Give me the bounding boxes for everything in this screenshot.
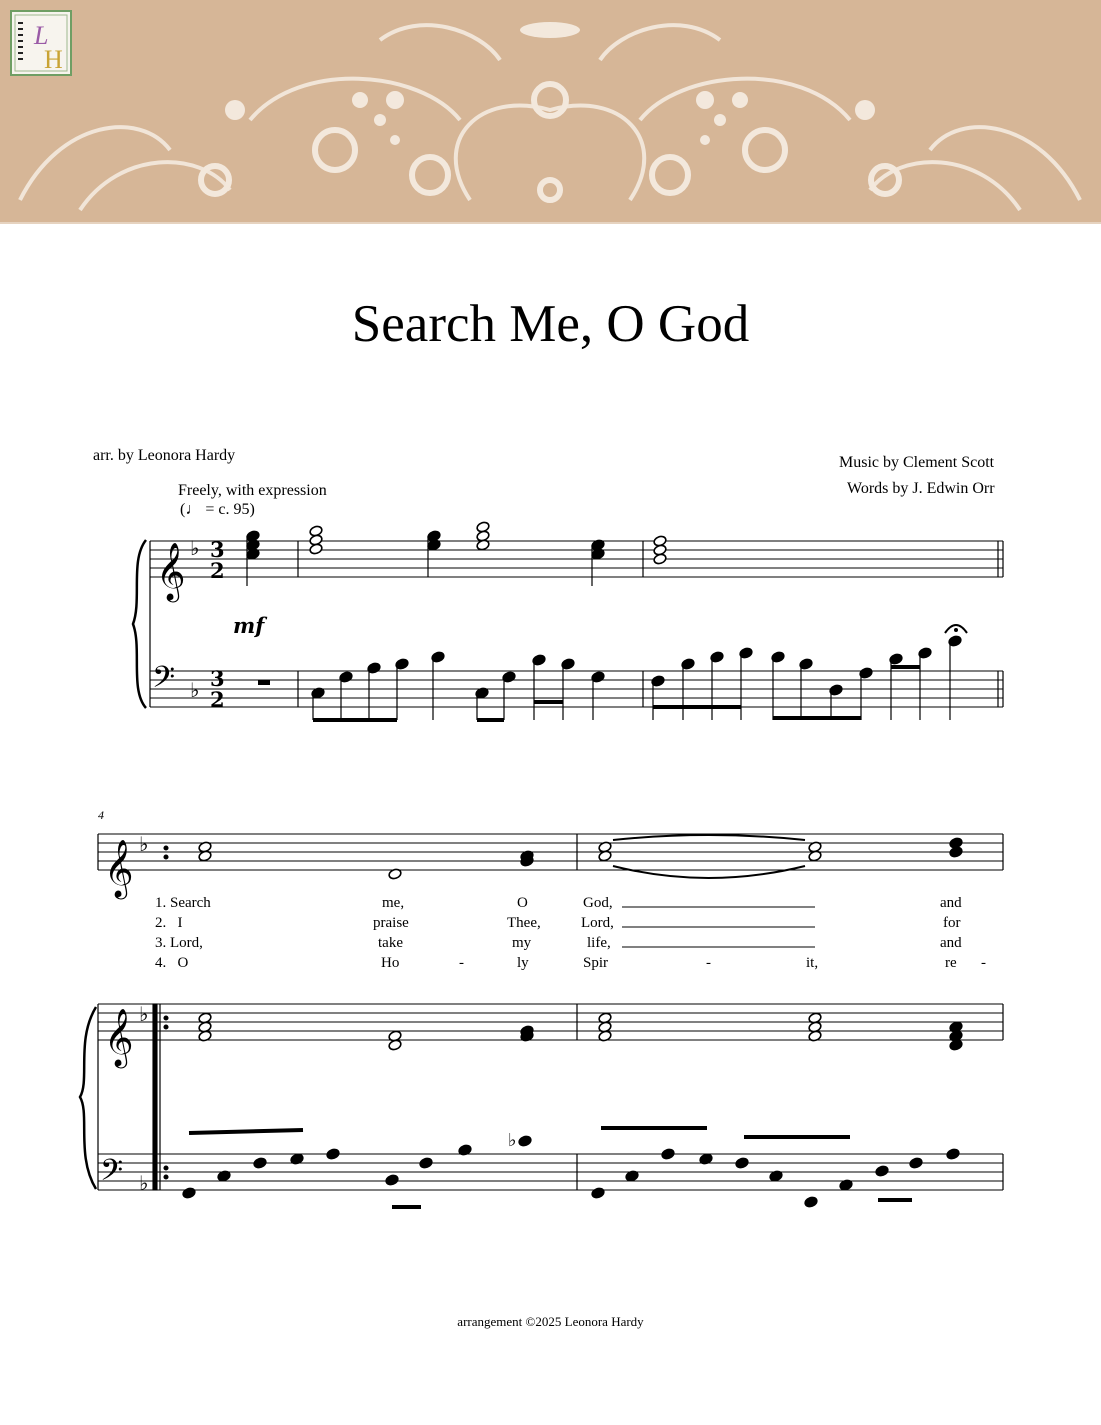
time-signature-top: 3 — [210, 666, 225, 691]
half-rest — [258, 680, 270, 685]
repeat-barline — [153, 1004, 157, 1190]
notehead — [419, 1157, 433, 1169]
flat-icon: ♭ — [190, 678, 200, 702]
dynamic-marking: mf — [233, 613, 265, 638]
treble-clef-icon: 𝄞 — [156, 542, 186, 600]
notes — [182, 521, 967, 1208]
lyric-syllable: for — [943, 915, 961, 931]
notehead — [326, 1148, 340, 1160]
notehead — [518, 1135, 532, 1147]
repeat-dot — [164, 1016, 168, 1020]
composer-credit: Music by Clement Scott — [839, 454, 995, 471]
flat-icon: ♭ — [508, 1130, 517, 1151]
lyric-syllable: Lord, — [581, 915, 614, 931]
beam — [189, 1130, 303, 1133]
lyric-syllable: 4. O — [155, 955, 189, 971]
lyric-syllable: ly — [517, 955, 529, 971]
lyric-syllable: it, — [806, 955, 819, 971]
notehead — [385, 1174, 399, 1186]
time-signature-bottom: 2 — [210, 558, 225, 583]
page-title: Search Me, O God — [351, 295, 750, 353]
tie — [613, 835, 805, 840]
notehead — [661, 1148, 675, 1160]
lyric-syllable: re — [945, 955, 957, 971]
lyric-syllable: - — [459, 955, 464, 971]
time-signature-bottom: 2 — [210, 687, 225, 712]
bass-clef-icon: 𝄢 — [100, 1154, 124, 1195]
notehead — [591, 1187, 605, 1199]
logo-letter-l: L — [34, 21, 49, 50]
lyric-syllable: Spir — [583, 955, 609, 971]
repeat-dot — [164, 1175, 168, 1179]
treble-clef-icon: 𝄞 — [104, 1008, 134, 1066]
treble-clef-icon: 𝄞 — [104, 839, 134, 897]
measure-number: 4 — [98, 808, 104, 822]
notehead — [182, 1187, 196, 1199]
repeat-dot — [164, 855, 168, 859]
notehead — [735, 1157, 749, 1169]
notehead — [949, 1039, 963, 1051]
grand-staff-brace — [80, 1007, 96, 1189]
flat-icon: ♭ — [139, 1002, 149, 1026]
notehead — [804, 1196, 818, 1208]
fermata-dot — [954, 628, 958, 632]
lyric-syllable: and — [940, 895, 962, 911]
notehead — [309, 543, 323, 555]
lyric-syllable: - — [706, 955, 711, 971]
lyric-syllable: and — [940, 935, 962, 951]
repeat-dot — [164, 1025, 168, 1029]
lyric-syllable: - — [981, 955, 986, 971]
lyric-syllable: 2. I — [155, 915, 183, 931]
lyric-syllable: me, — [382, 895, 405, 911]
flat-icon: ♭ — [139, 1171, 149, 1195]
flat-icon: ♭ — [139, 832, 149, 856]
time-signature-top: 3 — [210, 537, 225, 562]
tempo-text: Freely, with expression — [178, 482, 327, 499]
repeat-dot — [164, 1166, 168, 1170]
notehead — [253, 1157, 267, 1169]
lyric-syllable: take — [378, 935, 403, 951]
lyric-syllable: 1. Search — [155, 895, 211, 911]
tempo-marking: (♩ = c. 95) — [180, 501, 255, 518]
lyric-syllable: praise — [373, 915, 409, 931]
lyricist-credit: Words by J. Edwin Orr — [847, 480, 995, 497]
lyric-syllable: 3. Lord, — [155, 935, 203, 951]
notehead — [653, 553, 667, 565]
notehead — [909, 1157, 923, 1169]
lyric-syllable: God, — [583, 895, 613, 911]
notehead — [949, 846, 963, 858]
lyric-syllable: Ho — [381, 955, 400, 971]
repeat-dot — [164, 846, 168, 850]
copyright-footer: arrangement ©2025 Leonora Hardy — [457, 1314, 644, 1329]
grand-staff-brace — [133, 540, 146, 708]
logo-letter-h: H — [44, 45, 63, 74]
arranger-credit: arr. by Leonora Hardy — [93, 447, 236, 464]
lyric-syllable: my — [512, 935, 532, 951]
lyric-syllable: life, — [587, 935, 611, 951]
notehead — [875, 1165, 889, 1177]
notehead — [388, 1039, 402, 1051]
lyric-syllable: Thee, — [507, 915, 541, 931]
staff-lines — [98, 541, 1003, 1190]
flat-icon: ♭ — [190, 536, 200, 560]
lyric-syllable: O — [517, 895, 528, 911]
notehead — [946, 1148, 960, 1160]
tie — [613, 866, 805, 878]
bass-clef-icon: 𝄢 — [152, 661, 176, 702]
